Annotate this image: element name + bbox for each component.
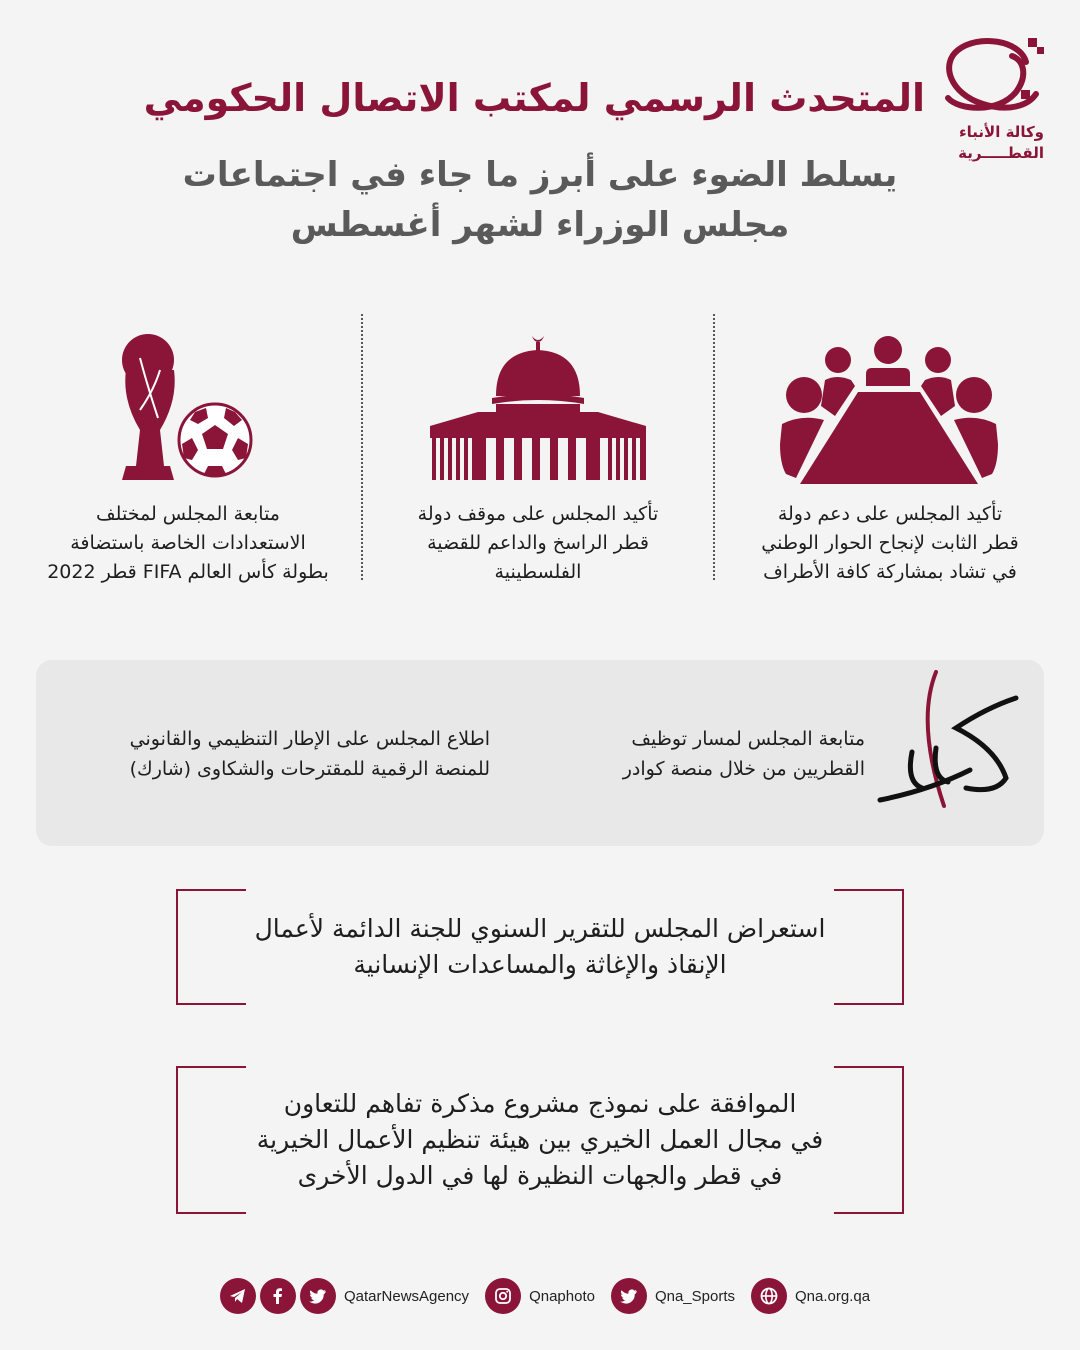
facebook-icon[interactable]: [260, 1278, 296, 1314]
qna-logo-icon: [928, 32, 1058, 122]
world-cup-trophy-ball-icon: [100, 320, 270, 490]
twitter-icon[interactable]: [300, 1278, 336, 1314]
text-line: استعراض المجلس للتقرير السنوي للجنة الدائمة لأعمال: [254, 914, 826, 943]
column-divider: [361, 314, 363, 580]
column-text-chad: [730, 500, 1050, 587]
social-handle-qna-sports[interactable]: Qna_Sports: [654, 1287, 735, 1305]
meeting-table-icon: [770, 320, 1010, 490]
text-line: اطلاع المجلس على الإطار التنظيمي والقانوني: [129, 728, 490, 750]
annual-report-box: [176, 889, 904, 1005]
text-line: في قطر والجهات النظيرة لها في الدول الأخرى: [297, 1161, 783, 1190]
text-line: في تشاد بمشاركة كافة الأطراف: [763, 561, 1017, 583]
website-link[interactable]: Qna.org.qa: [795, 1287, 871, 1305]
telegram-icon[interactable]: [220, 1278, 256, 1314]
page-subtitle: [150, 150, 930, 250]
column-text-palestine: [378, 500, 698, 587]
twitter-icon[interactable]: [611, 1278, 647, 1314]
dome-of-the-rock-icon: [420, 320, 660, 490]
social-footer: [220, 1276, 886, 1316]
text-line: تأكيد المجلس على موقف دولة: [417, 503, 659, 525]
text-line: القطريين من خلال منصة كوادر: [622, 758, 865, 780]
text-line: متابعة المجلس لمسار توظيف: [631, 728, 865, 750]
column-divider: [713, 314, 715, 580]
instagram-icon[interactable]: [485, 1278, 521, 1314]
logo-line-2: القطـــــرية: [958, 144, 1044, 162]
text-line: بطولة كأس العالم FIFA قطر 2022: [47, 561, 329, 583]
text-line: الإنقاذ والإغاثة والمساعدات الإنسانية: [353, 950, 727, 979]
qna-logo-text: [920, 122, 1044, 164]
box-text: [178, 1086, 902, 1194]
text-line: في مجال العمل الخيري بين هيئة تنظيم الأعمال الخيرية: [256, 1125, 824, 1154]
subtitle-line-2: مجلس الوزراء لشهر أغسطس: [290, 205, 790, 245]
kawader-item: [560, 724, 865, 784]
sharek-item: [60, 724, 490, 784]
text-line: الاستعدادات الخاصة باستضافة: [70, 532, 306, 554]
text-line: الموافقة على نموذج مشروع مذكرة تفاهم للتعاون: [283, 1089, 797, 1118]
text-line: قطر الثابت لإنجاح الحوار الوطني: [761, 532, 1019, 554]
column-text-world-cup: [28, 500, 348, 587]
text-line: للمنصة الرقمية للمقترحات والشكاوى (شارك): [129, 758, 490, 780]
text-line: قطر الراسخ والداعم للقضية: [427, 532, 649, 554]
page-title: المتحدث الرسمي لمكتب الاتصال الحكومي: [143, 76, 925, 120]
text-line: تأكيد المجلس على دعم دولة: [777, 503, 1003, 525]
box-text: [178, 911, 902, 983]
social-handle-qnaphoto[interactable]: Qnaphoto: [529, 1287, 595, 1305]
text-line: الفلسطينية: [494, 561, 582, 583]
mou-approval-box: [176, 1066, 904, 1214]
social-handle-qatarnewsagency[interactable]: QatarNewsAgency: [344, 1287, 470, 1305]
globe-icon[interactable]: [751, 1278, 787, 1314]
kawader-logo-icon: [876, 668, 1026, 818]
subtitle-line-1: يسلط الضوء على أبرز ما جاء في اجتماعات: [182, 155, 898, 195]
logo-line-1: وكالة الأنباء: [959, 123, 1044, 141]
text-line: متابعة المجلس لمختلف: [96, 503, 280, 525]
